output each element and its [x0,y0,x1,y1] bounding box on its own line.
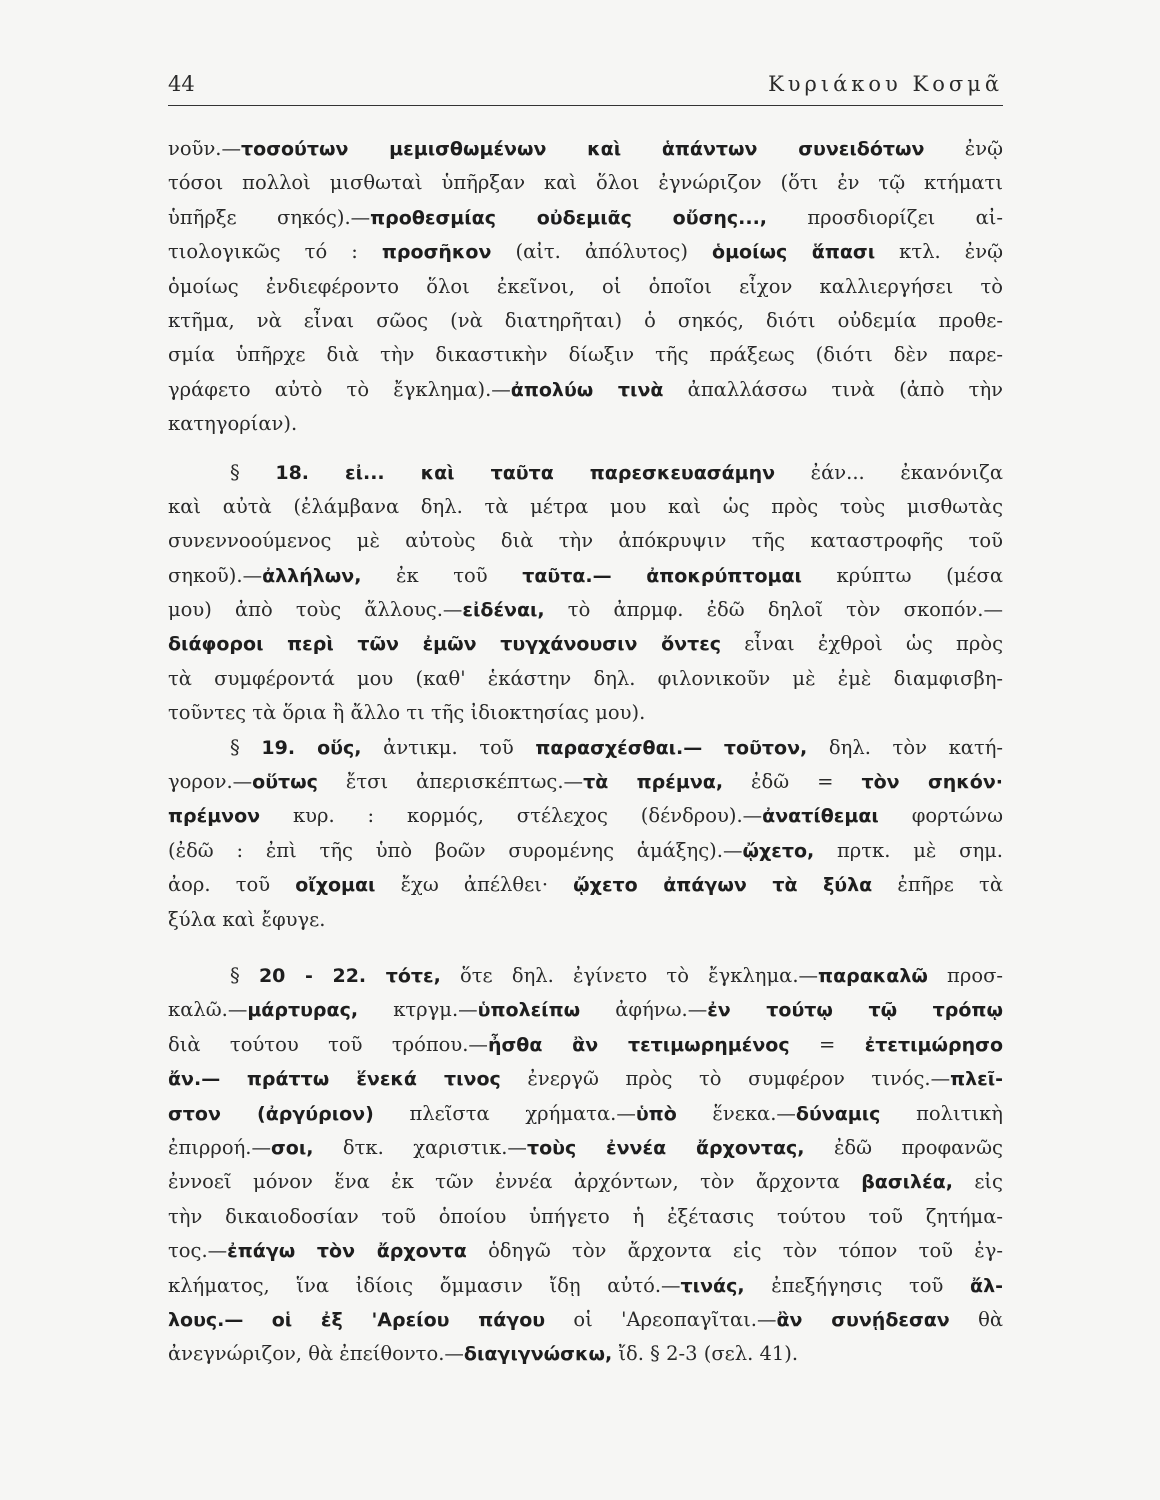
gloss: κυρ. : κορμός, στέλεχος (δένδρου).— [260,804,763,828]
text-line [168,1062,1003,1096]
gloss: ἔτσι ἀπερισκέπτως.— [317,770,584,794]
text-line [168,993,1003,1027]
gloss: γράφετο αὐτὸ τὸ ἔγκλημα).— [168,377,511,401]
gloss: ἴδ. § 2-3 (σελ. 41). [612,1342,799,1366]
gloss: ἐπεξήγησις τοῦ [744,1273,971,1297]
lemma: ἄν.— [168,1068,221,1091]
gloss: τιολογικῶς τό : [168,240,382,264]
lemma: τὸν σηκόν· [861,771,1003,794]
lemma: ἀποκρύπτομαι [646,564,802,587]
gloss: σμία ὑπῆρχε διὰ τὴν δικαστικὴν δίωξιν τῆς πράξεως (διότι δὲν παρε- [168,343,1003,367]
gloss: συνεννοούμενος μὲ αὐτοὺς διὰ τὴν ἀπόκρυψιν τῆς καταστροφῆς τοῦ [168,529,1003,553]
lemma: ἀπολύω τινὰ [510,378,664,401]
gloss: καλῶ.— [168,998,248,1022]
gloss: κτλ. ἐνῷ [875,240,1003,264]
lemma: στον (ἀργύριον) [168,1102,374,1125]
gloss: § [230,963,259,987]
gloss: τος.— [168,1239,228,1263]
lemma: παρασχέσθαι.— [535,736,703,759]
text-line [168,731,1003,765]
text-line [168,1269,1003,1303]
text-line [168,1303,1003,1337]
lemma: προθεσμίας οὐδεμιᾶς οὔσης..., [370,206,768,229]
gloss: ἕνεκα.— [676,1101,796,1125]
lemma: πράττω ἕνεκά τινος [246,1068,501,1091]
gloss: τόσοι πολλοὶ μισθωταὶ ὑπῆρξαν καὶ ὅλοι ἐγνώριζον (ὅτι ἐν τῷ κτήματι [168,171,1003,195]
text-line [168,799,1003,833]
gloss: ἀπαλλάσσω τινὰ (ἀπὸ τὴν [663,377,1003,401]
text-line [168,1097,1003,1131]
text-line [168,959,1003,993]
lemma: τινάς, [680,1274,745,1297]
text-line [168,524,1003,558]
lemma: λους.— [168,1308,244,1331]
text-line [168,696,1003,730]
page-number: 44 [168,72,195,96]
text-line [168,166,1003,200]
gloss: (ἐδῶ : ἐπὶ τῆς ὑπὸ βοῶν συρομένης ἁμάξης).— [168,838,743,862]
gloss: ἐνῷ [924,137,1003,160]
text-line [168,593,1003,627]
gloss: θὰ [949,1307,1003,1331]
lemma: ἦσθα ἂν τετιμωρημένος [487,1033,790,1056]
text-line [168,270,1003,304]
gloss: ὁμοίως ἐνδιεφέροντο ὅλοι ἐκεῖνοι, οἱ ὁποῖοι εἶχον καλλιεργήσει τὸ [168,274,1003,298]
gloss: μου) ἀπὸ τοὺς ἄλλους.— [168,598,463,622]
gloss: φορτώνω [878,804,1003,828]
lemma: οἱ ἐξ 'Αρείου πάγου [271,1308,546,1331]
gloss: ἐπῆρε τὰ [872,873,1003,897]
gloss: ἀνεγνώριζον, θὰ ἐπείθοντο.— [168,1342,464,1366]
gloss: κτῆμα, νὰ εἶναι σῶος (νὰ διατηρῆται) ὁ σηκός, διότι οὐδεμία προθε- [168,308,1003,332]
lemma: προσῆκον [381,241,492,264]
text-line [168,765,1003,799]
lemma: ᾤχετο, [742,839,815,862]
gloss: ἐάν... ἐκανόνιζα [775,460,1003,484]
gloss: τὸ ἀπρμφ. ἐδῶ δηλοῖ τὸν σκοπόν.— [544,598,1003,622]
gloss: δτκ. χαριστικ.— [313,1135,527,1159]
text-line [168,1337,1003,1371]
text-line [168,1165,1003,1199]
header-rule [168,105,1003,106]
text-line [168,490,1003,524]
gloss: ἀντικμ. τοῦ [361,735,536,759]
gloss: § [230,735,262,759]
lemma: βασιλέα, [861,1171,953,1194]
gloss: = [789,1032,865,1056]
running-title: Κυριάκου Κοσμᾶ [768,72,1003,96]
gloss: οἱ 'Αρεοπαγῖται.— [545,1307,777,1331]
lemma: ᾤχετο ἀπάγων τὰ ξύλα [573,874,873,897]
text-line [168,1028,1003,1062]
text-line [168,304,1003,338]
gloss: κλήματος, ἵνα ἰδίοις ὄμμασιν ἴδῃ αὐτό.— [168,1273,681,1297]
gloss: πολιτικὴ [880,1101,1003,1125]
gloss: ἐνεργῶ πρὸς τὸ συμφέρον τινός.— [500,1067,951,1091]
lemma: διάφοροι περὶ τῶν ἐμῶν τυγχάνουσιν ὄντες [168,633,722,656]
text-line [168,201,1003,235]
lemma: οἴχομαι [295,874,376,897]
lemma: ὁμοίως ἅπασι [712,241,876,264]
text-line [168,1131,1003,1165]
gloss: προσ- [927,963,1003,987]
text-line [168,132,1003,166]
text-line [168,338,1003,372]
gloss: (αἰτ. ἀπόλυτος) [491,240,713,264]
gloss: ἐπιρροή.— [168,1135,271,1159]
gloss: γορον.— [168,770,253,794]
lemma: 18. εἰ... καὶ ταῦτα παρεσκευασάμην [275,461,776,484]
lemma: ἐπάγω τὸν ἄρχοντα [227,1240,467,1263]
gloss: ἐννοεῖ μόνον ἕνα ἐκ τῶν ἐννέα ἀρχόντων, τὸν ἄρχοντα [168,1170,862,1194]
gloss: εἶναι ἐχθροὶ ὡς πρὸς [721,632,1003,656]
lemma: ἐν τούτῳ τῷ τρόπῳ [707,999,1003,1022]
text-line [168,407,1003,441]
gloss: κατηγορίαν). [168,412,298,436]
gloss: τὴν δικαιοδοσίαν τοῦ ὁποίου ὑπήγετο ἡ ἐξέτασις τούτου τοῦ ζητήμα- [168,1204,1003,1228]
text-line [168,456,1003,490]
text-line [168,373,1003,407]
text-line [168,1200,1003,1234]
lemma: ἀλλήλων, [262,564,362,587]
lemma: ἄλ- [970,1274,1003,1297]
lemma: τὰ πρέμνα, [583,771,724,794]
text-line [168,903,1003,937]
lemma: ὑπὸ [635,1102,677,1125]
gloss: ἔχω ἀπέλθει· [375,873,574,897]
gloss: ἐδῶ = [723,770,862,794]
gloss: ἀφήνω.— [580,998,708,1022]
lemma: τοὺς ἐννέα ἄρχοντας, [526,1136,805,1159]
text-line [168,662,1003,696]
gloss: ὁδηγῶ τὸν ἄρχοντα εἰς τὸν τόπον τοῦ ἐγ- [466,1239,1003,1263]
gloss [220,1067,247,1090]
gloss: δηλ. τὸν κατή- [807,735,1003,759]
gloss: κτργμ.— [358,998,478,1022]
text-line [168,627,1003,661]
lemma: ἐτετιμώρησο [864,1033,1003,1056]
lemma: δύναμις [795,1102,881,1125]
text-line [168,1234,1003,1268]
gloss: ἀορ. τοῦ [168,873,296,897]
gloss: τοῦντες τὰ ὅρια ἢ ἄλλο τι τῆς ἰδιοκτησίας μου). [168,701,646,725]
gloss: ἐδῶ προφανῶς [804,1135,1003,1159]
gloss [702,736,724,759]
gloss [243,1308,271,1331]
lemma: εἰδέναι, [462,599,545,622]
lemma: ἂν συνῄδεσαν [776,1308,950,1331]
lemma: παρακαλῶ [818,964,928,987]
lemma: μάρτυρας, [247,999,359,1022]
lemma: τοῦτον, [723,736,808,759]
lemma: 19. οὕς, [261,736,362,759]
text-line [168,834,1003,868]
gloss: νοῦν.— [168,137,242,160]
lemma: σοι, [270,1136,314,1159]
page-header [168,72,1003,106]
gloss: εἰς [952,1170,1003,1194]
gloss: διὰ τούτου τοῦ τρόπου.— [168,1032,488,1056]
lemma: ταῦτα.— [522,564,612,587]
lemma: ὑπολείπω [477,999,581,1022]
gloss [612,564,647,587]
text-line [168,235,1003,269]
gloss: ἐκ τοῦ [361,563,523,587]
gloss: σηκοῦ).— [168,563,263,587]
gloss: κρύπτω (μέσα [801,563,1003,587]
text-line [168,559,1003,593]
commentary-text [168,132,1003,1372]
lemma: οὕτως [252,771,318,794]
gloss: προσδιορίζει αἰ- [767,205,1003,229]
gloss: ὑπῆρξε σηκός).— [168,205,371,229]
gloss: καὶ αὐτὰ (ἐλάμβανα δηλ. τὰ μέτρα μου καὶ ὡς πρὸς τοὺς μισθωτὰς [168,494,1003,518]
text-line [168,868,1003,902]
gloss: πρτκ. μὲ σημ. [814,838,1003,862]
gloss: ξύλα καὶ ἔφυγε. [168,907,326,931]
gloss: § [230,460,276,484]
lemma: διαγιγνώσκω, [463,1343,613,1366]
gloss: ὅτε δηλ. ἐγίνετο τὸ ἔγκλημα.— [440,963,819,987]
gloss: πλεῖστα χρήματα.— [373,1101,636,1125]
gloss: τὰ συμφέροντά μου (καθ' ἑκάστην δηλ. φιλονικοῦν μὲ ἐμὲ διαμφισβη- [168,666,1003,690]
lemma: πρέμνον [168,805,261,828]
lemma: ἀνατίθεμαι [762,805,879,828]
lemma: 20 - 22. τότε, [258,964,441,987]
lemma: πλεῖ- [950,1068,1003,1091]
lemma: τοσούτων μεμισθωμένων καὶ ἁπάντων συνειδότων [241,138,925,160]
